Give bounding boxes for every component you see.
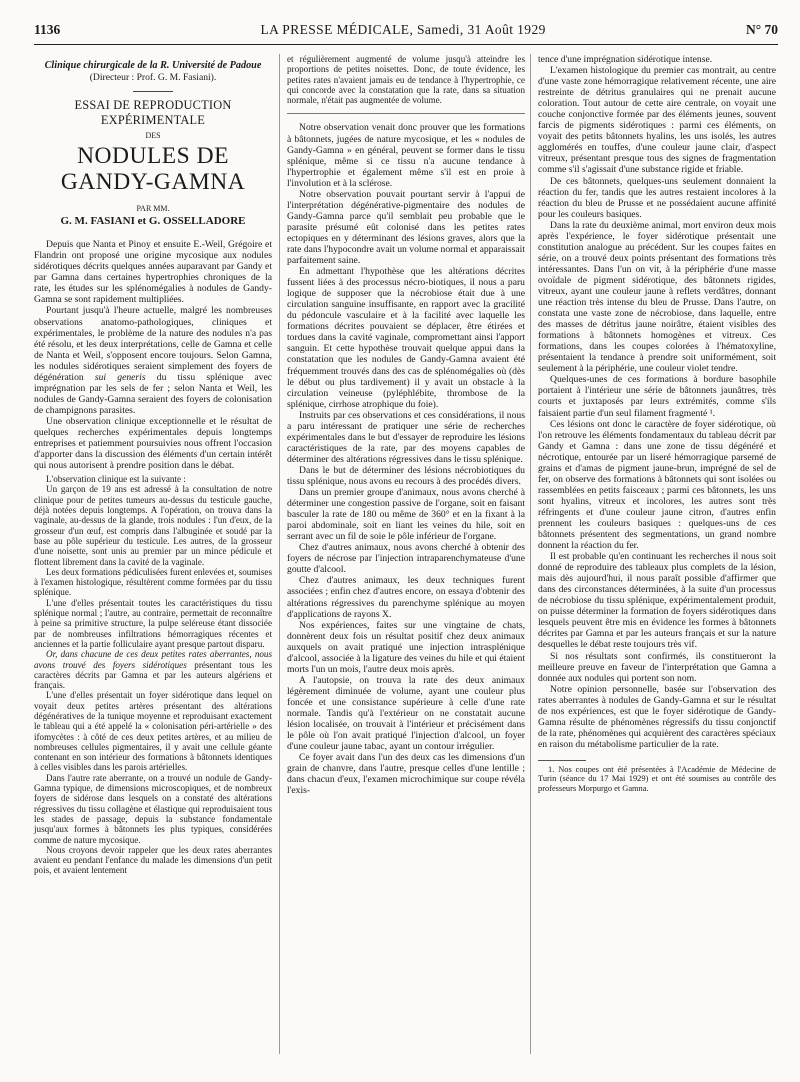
page-number: 1136 (34, 22, 61, 37)
paragraph: Si nos résultats sont confirmés, ils constitueront la meilleure preuve en faveur de l'interprétation que Gamna a donnée aux nodules qui portent son nom. (538, 650, 776, 684)
footnote-divider (538, 760, 586, 761)
column-1 (34, 54, 272, 876)
paragraph: Ces lésions ont donc le caractère de foyer sidérotique, où l'on retrouve les éléments fondamentaux du tableau décrit par Gandy et Gamna : dans une zone de tissu dégénéré et nécrotique, entourée par un liseré hémorragique parsemé de grains et d'amas de pigment jaune-brun, imprégné de sel de fer, on observe des formations à bâtonnets qui sont isolées ou rassemblées en petits faisceaux ; parmi ces bâtonnets, les uns sont hyalins, vitreux et incolores, les autres sont très réfringents et d'une couleur jaune citron, d'autres enfin prennent les couleurs basiques : quelques-uns de ces bâtonnets présentent des segmentations, un grand nombre donnent la réaction du fer. (538, 418, 776, 552)
article-authors: G. M. FASIANI et G. OSSELLADORE (60, 215, 246, 228)
paragraph: Dans un premier groupe d'animaux, nous avons cherché à déterminer une congestion passive de l'organe, soit en faisant basculer la rate de 180 ou même de 360° et en la fixant à la paroi abdominale, soit en liant les veines du hile, soit en serrant avec un fil de soie le pôle inférieur de l'organe. (287, 487, 525, 543)
paragraph: En admettant l'hypothèse que les altérations décrites fussent liées à des processus nécro-biotiques, il nous a paru logique de supposer que la nécrobiose était due à une circulation sanguine insuffisante, en rapport avec la gracilité du pédoncule vasculaire et à la facilité avec laquelle les formations décrites pouvaient se déplacer, être étirées et tordues dans la cavité vaginale, compromettant ainsi l'apport sanguin. Et cette hypothèse trouvait quelque appui dans la constatation que les nodules de Gandy-Gamna avaient été fréquemment trouvés dans des cas de splénomégalies où (dès le début ou plus tardivement) il y avait un obstacle à la circulation veineuse (pyléphlébite, thrombose de la splénique, cirrhose atrophique du foie). (287, 266, 525, 410)
article-title-connector: DES (145, 131, 161, 141)
clinic-affiliation: Clinique chirurgicale de la R. Université de Padoue (44, 60, 262, 71)
article-title-line1: ESSAI DE REPRODUCTION EXPÉRIMENTALE (74, 98, 232, 128)
paragraph: Il est probable qu'en continuant les recherches il nous soit donné de reproduire des tableaux plus complets de la lésion, mais dès aujourd'hui, il nous paraît possible d'affirmer que dans des circonstances déterminées, à la suite d'un processus de nécrobiose du tissu splénique, expérimentalement produit, on puisse déterminer la formation de foyers sidérotiques dans lesquels peuvent être mis en évidence les formes à bâtonnets décrites par Gamna et par les auteurs français et sur la nature desquelles le débat reste toujours très vif. (538, 551, 776, 651)
footnote: 1. Nos coupes ont été présentées à l'Académie de Médecine de Turin (séance du 17 Mai 1929) et ont été soumises au contrôle des professeurs Morpurgo et Gamna. (538, 764, 776, 793)
paragraph: Dans le but de déterminer des lésions nécrobiotiques du tissu splénique, nous avons eu recours à des procédés divers. (287, 464, 525, 487)
byline-prefix: PAR MM. (136, 204, 170, 214)
paragraph: L'une d'elles présentait un foyer sidérotique dans lequel on voyait deux petites artères présentant des altérations dégénératives de la tunique moyenne et reproduisant exactement le tableau qui a été appelé la « colonisation péri-artérielle » des ifomycètes : à côté de ces deux petites artères, et au milieu de nombreuses cellules pigmentaires, il y avait une cellule géante contenant en son intérieur des formations à bâtonnets identiques à celles visibles dans les parois artérielles. (34, 690, 272, 773)
paragraph: A l'autopsie, on trouva la rate des deux animaux légèrement diminuée de volume, ayant une couleur plus foncée et une consistance supérieure à celle d'une rate normale. Tandis qu'à l'extérieur on ne constatait aucune lésion localisée, on trouvait à l'intérieur et précisément dans le pôle où l'on avait pratiqué l'injection d'alcool, un foyer d'une couleur jaune tabac, ayant un contour irrégulier. (287, 674, 525, 753)
paragraph: Notre opinion personnelle, basée sur l'observation des rates aberrantes à nodules de Gandy-Gamna et sur le résultat de nos expériences, est que le foyer sidérotique de Gandy-Gamna résulte de phénomènes régressifs du tissu conjonctif de la rate, phénomènes qui acquièrent des caractères spéciaux en raison du métabolisme particulier de la rate. (538, 683, 776, 750)
issue-number: N° 70 (745, 22, 778, 37)
paragraph: Une observation clinique exceptionnelle et le résultat de quelques recherches expérimentales depuis longtemps entreprises et patiemment poursuivies nous offrent l'occasion d'apporter dans la discussion des éléments d'un certain intérêt qui nous autorisent à prendre position dans le débat. (34, 415, 272, 472)
divider (133, 91, 173, 92)
paragraph: Instruits par ces observations et ces considérations, il nous a paru intéressant de pratiquer une série de recherches expérimentales dans le but d'essayer de reproduire les lésions caractéristiques de la rate, par des moyens capables de déterminer des altérations régressives dans le tissu splénique. (287, 409, 525, 465)
header-rule (34, 44, 778, 45)
paragraph: Notre observation venait donc prouver que les formations à bâtonnets, jugées de nature mycosique, et les « nodules de Gandy-Gamna » en général, peuvent se former dans le tissu splénique, même si ce tissu n'a aucune tendance à l'hypertrophie et également même s'il est en proie à l'involution et à la sclérose. (287, 122, 525, 189)
clinic-director: (Directeur : Prof. G. M. Fasiani). (89, 72, 217, 83)
page-header (34, 22, 778, 40)
paragraph: Quelques-unes de ces formations à bordure basophile portaient à l'intérieur une série de bâtonnets jaunâtres, très courts et juxtaposés par leurs extrémités, comme s'ils faisaient partie d'un seul filament fragmenté ¹. (538, 374, 776, 419)
paragraph: tence d'une imprégnation sidérotique intense. (538, 54, 713, 65)
paragraph: et régulièrement augmenté de volume jusqu'à atteindre les proportions de petites noisettes. Donc, de toute évidence, les petites rates n'avaient jamais eu de tendance à l'hypertrophie, ce qui concorde avec la constatation que la rate, dans sa situation normale, n'était pas augmentée de volume. (287, 54, 525, 106)
article-title-main: NODULES DE GANDY-GAMNA (60, 143, 246, 196)
paragraph: Chez d'autres animaux, les deux techniques furent associées ; enfin chez d'autres encore, on essaya d'obtenir des altérations régressives du parenchyme splénique au moyen d'applications de rayons X. (287, 575, 525, 620)
paragraph: Notre observation pouvait pourtant servir à l'appui de l'interprétation dégénérative-pigmentaire des nodules de Gandy-Gamna parce qu'il semblait peu probable que le parasite présumé eût colonisé dans les petites rates ectopiques en y déterminant des lésions graves, alors que la rate dans l'hypocondre avait un volume normal et apparaissait parfaitement saine. (287, 188, 526, 267)
paragraph: Dans l'autre rate aberrante, on a trouvé un nodule de Gandy-Gamna typique, de dimensions microscopiques, et de nombreux foyers de sidérose dans lesquels on a constaté des altérations régressives du tissu collagène et élastique qui reproduisaient tous les stades de passage, depuis la substance fondamentale jusqu'aux formes à bâtonnets les plus typiques, considérées comme de nature mycosique. (34, 772, 272, 845)
paragraph: L'examen histologique du premier cas montrait, au centre d'une vaste zone hémorragique relativement récente, une aire restreinte de détritus granulaires qui ne prenait aucune coloration. Tout autour de cette aire centrale, on voyait une couche conjonctive formée par des éléments jeunes, souvent farcis de pigments sidérotiques : parmi ces éléments, on voyait des petits bâtonnets hyalins, les uns isolés, les autres agglomérés en touffes, d'une couleur jaune clair, d'aspect vitreux, présentant presque tous des signes de fragmentation comme s'il s'agissait d'une substance rigide et friable. (538, 65, 776, 176)
column-divider (279, 54, 280, 1054)
paragraph: Depuis que Nanta et Pinoy et ensuite E.-Weil, Grégoire et Flandrin ont proposé une origine mycosique aux nodules sidérotiques décrits quelques années auparavant par Gandy et par Gamna dans certaines hypertrophies chroniques de la rate, les études sur les splénomégalies à nodules de Gandy-Gamna se sont rapidement multipliées. (34, 239, 272, 306)
paragraph: Or, dans chacune de ces deux petites rates aberrantes, nous avons trouvé des foyers sidérotiques présentant tous les caractères décrits par Gamna et par les auteurs algériens et français. (34, 649, 272, 691)
column-3 (538, 54, 776, 793)
paragraph: Pourtant jusqu'à l'heure actuelle, malgré les nombreuses observations anatomo-pathologiques, cliniques et expérimentales, le problème de la nature des nodules n'a pas été résolu, et les deux interprétations, celle de Gamna et celle de Nanta et Weil, s'opposent encore toujours. Selon Gamna, les nodules sidérotiques seraient simplement des foyers de dégénération sui generis du tissu splénique avec imprégnation par les sels de fer ; selon Nanta et Weil, les nodules de Gandy-Gamna seraient des foyers de colonisation de champignons parasites. (34, 305, 272, 416)
paragraph: Nos expériences, faites sur une vingtaine de chats, donnèrent deux fois un résultat positif chez deux animaux auxquels on avait pratiqué une injection intrasplénique d'alcool, associée à la ligature des veines du hile et qui étaient morts l'un un mois, l'autre deux mois après. (287, 619, 525, 675)
journal-title: LA PRESSE MÉDICALE, Samedi, 31 Août 1929 (260, 22, 546, 37)
paragraph: De ces bâtonnets, quelques-uns seulement donnaient la réaction du fer, tandis que les autres restaient incolores à la réaction du bleu de Prusse et ne possédaient aucune affinité pour les couleurs basiques. (538, 175, 776, 220)
paragraph: Nous croyons devoir rappeler que les deux rates aberrantes avaient eu pendant l'enfance du malade les dimensions d'un petit pois, et avaient lentement (34, 844, 272, 876)
paragraph: L'une d'elles présentait toutes les caractéristiques du tissu splénique normal ; l'autre, au contraire, permettait de reconnaître à peine sa primitive structure, la pulpe seléreuse étant dissociée par de nombreuses infiltrations hémorragiques récentes et anciennes et la partie folliculaire ayant presque partout disparu. (34, 597, 272, 649)
paragraph: Ce foyer avait dans l'un des deux cas les dimensions d'un grain de chanvre, dans l'autre, presque celles d'une lentille ; dans chacun d'eux, l'examen microchimique sur coupe révéla l'exis- (287, 752, 525, 797)
column-divider (530, 54, 531, 1054)
paragraph: Les deux formations pédiculisées furent enlevées et, soumises à l'examen histologique, résultèrent comme formées par du tissu splénique. (34, 566, 272, 598)
divider (287, 113, 525, 114)
paragraph: Chez d'autres animaux, nous avons cherché à obtenir des foyers de nécrose par l'injection intraparenchymateuse d'une goutte d'alcool. (287, 542, 525, 576)
column-2 (287, 54, 525, 796)
paragraph: L'observation clinique est la suivante : (46, 474, 186, 485)
paragraph: Un garçon de 19 ans est adressé à la consultation de notre clinique pour de petites tumeurs au-dessus du testicule gauche, déjà notées depuis longtemps. A l'opération, on trouva dans la vaginale, au-dessus de la glande, trois nodules : l'un d'eux, de la grosseur d'un œuf, est compris dans l'albuginée et soudé par la base au pôle supérieur du testicule. Les autres, de la grosseur d'une noisette, sont unis au premier par un mince pédicule et flottent librement dans la cavité de la vaginale. (34, 484, 272, 567)
paragraph: Dans la rate du deuxième animal, mort environ deux mois après l'expérience, le foyer sidérotique présentait une constitution analogue au précédent. Sur les coupes faites en série, on a trouvé deux points présentant des formations très intéressantes. Dans l'un on vit, à la périphérie d'une masse ovoïdale de pigment sidérotique, des bâtonnets rigides, vitreux, ayant une couleur jaune à reflets verdâtres, donnant une réaction très intense du bleu de Prusse. Dans l'autre, on constata une vaste zone de nécrobiose, dans laquelle, entre des masses de détritus jaune noirâtre, étaient visibles des formations à bâtonnets homogènes et vitreux. Ces formations, dans les coupes colorées à l'hématoxyline, présentaient la tendance à prendre soit uniformément, soit seulement à la périphérie, une couleur violet tendre. (538, 219, 776, 375)
